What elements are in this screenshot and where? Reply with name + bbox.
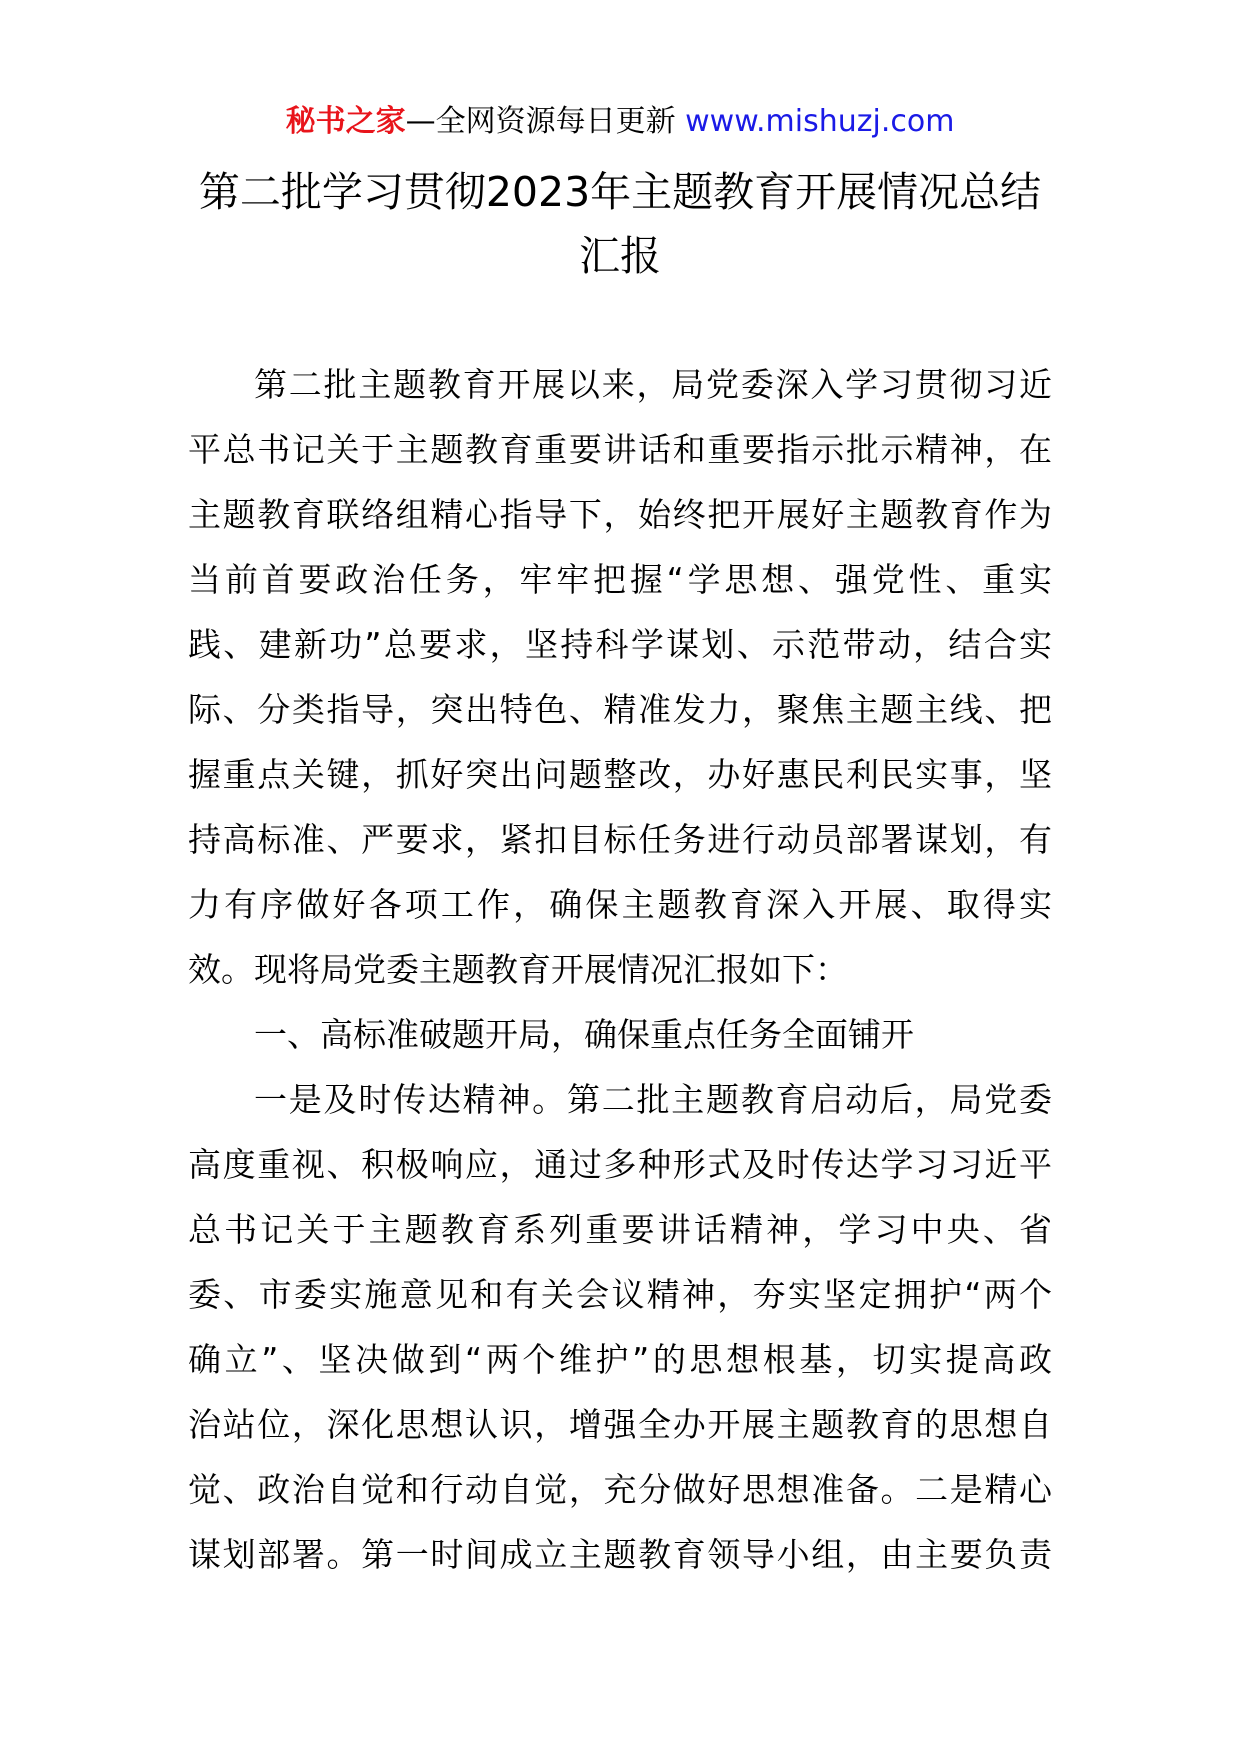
paragraph-line: 力有序做好各项工作，确保主题教育深入开展、取得实 [188, 885, 1052, 924]
paragraph-line: 谋划部署。第一时间成立主题教育领导小组，由主要负责 [188, 1535, 1052, 1574]
document-title-line-2: 汇报 [579, 232, 661, 280]
paragraph-line: 主题教育联络组精心指导下，始终把开展好主题教育作为 [188, 495, 1052, 534]
paragraph-line: 治站位，深化思想认识，增强全办开展主题教育的思想自 [188, 1405, 1052, 1444]
paragraph-line: 平总书记关于主题教育重要讲话和重要指示批示精神，在 [188, 430, 1052, 469]
document-title-line-1: 第二批学习贯彻2023年主题教育开展情况总结 [198, 168, 1042, 216]
section-heading: 一、高标准破题开局，确保重点任务全面铺开 [254, 1015, 914, 1054]
paragraph-line: 总书记关于主题教育系列重要讲话精神，学习中央、省 [188, 1210, 1052, 1249]
paragraph-line: 效。现将局党委主题教育开展情况汇报如下： [188, 950, 848, 989]
paragraph-line: 第二批主题教育开展以来，局党委深入学习贯彻习近 [254, 365, 1052, 404]
paragraph-line: 觉、政治自觉和行动自觉，充分做好思想准备。二是精心 [188, 1470, 1052, 1509]
document-title [170, 160, 1070, 288]
paragraph-line: 一是及时传达精神。第二批主题教育启动后，局党委 [254, 1080, 1052, 1119]
paragraph-line: 高度重视、积极响应，通过多种形式及时传达学习习近平 [188, 1145, 1052, 1184]
document-body [188, 352, 1052, 1587]
site-url-link[interactable]: www.mishuzj.com [685, 104, 955, 139]
paragraph-line: 当前首要政治任务，牢牢把握“学思想、强党性、重实 [188, 560, 1052, 599]
site-tagline: —全网资源每日更新 [405, 104, 676, 139]
paragraph-line: 践、建新功”总要求，坚持科学谋划、示范带动，结合实 [188, 625, 1052, 664]
paragraph-line: 持高标准、严要求，紧扣目标任务进行动员部署谋划，有 [188, 820, 1052, 859]
paragraph-line: 确立”、坚决做到“两个维护”的思想根基，切实提高政 [188, 1340, 1052, 1379]
paragraph-line: 握重点关键，抓好突出问题整改，办好惠民利民实事，坚 [188, 755, 1052, 794]
paragraph-line: 委、市委实施意见和有关会议精神，夯实坚定拥护“两个 [188, 1275, 1052, 1314]
site-brand: 秘书之家 [285, 104, 406, 139]
paragraph-line: 际、分类指导，突出特色、精准发力，聚焦主题主线、把 [188, 690, 1052, 729]
site-banner [0, 100, 1240, 144]
